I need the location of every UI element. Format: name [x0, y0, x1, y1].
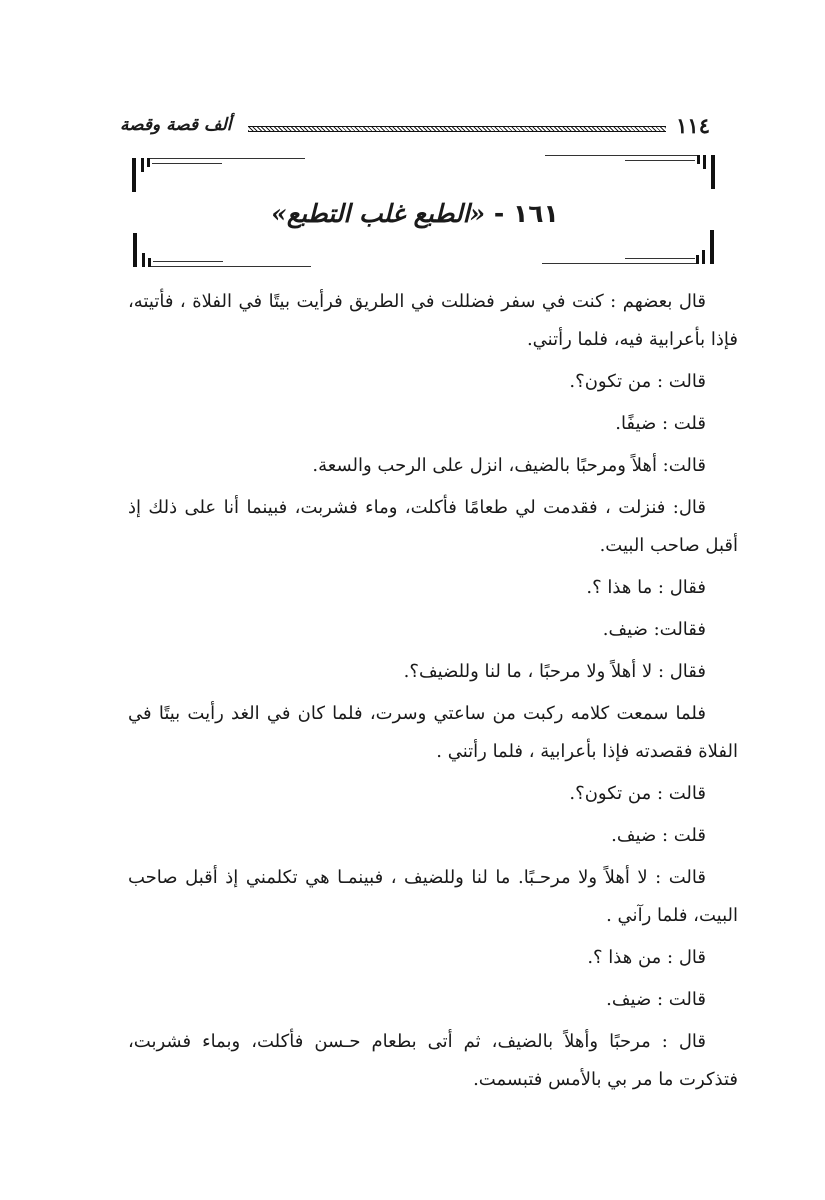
- paragraph: قال : من هذا ؟.: [587, 947, 706, 968]
- story-number: ١٦١ -: [493, 199, 559, 228]
- book-title: ألف قصة وقصة: [120, 115, 232, 135]
- story-title: [120, 199, 710, 228]
- paragraph: فلما سمعت كلامه ركبت من ساعتي وسرت، فلما كان في الغد رأيت بيتًا في الفلاة فقصدته فإذا بأعرابية ، فلما رأتني .: [128, 703, 738, 762]
- paragraph: قالت : من تكون؟.: [569, 783, 706, 804]
- paragraph: قال بعضهم : كنت في سفر فضللت في الطريق فرأيت بيتًا في الفلاة ، فأتيته، فإذا بأعرابية فيه، فلما رأتني.: [128, 291, 738, 350]
- paragraph: قالت: أهلاً ومرحبًا بالضيف، انزل على الرحب والسعة.: [312, 455, 706, 476]
- story-body: [128, 283, 738, 1103]
- paragraph: فقال : ما هذا ؟.: [586, 577, 706, 598]
- paragraph: قال: فنزلت ، فقدمت لي طعامًا فأكلت، وماء فشربت، فبينما أنا على ذلك إذ أقبل صاحب البيت.: [128, 497, 738, 556]
- paragraph: قالت : لا أهلاً ولا مرحـبًا. ما لنا وللضيف ، فبينمـا هي تكلمني إذ أقبل صاحب البيت، فلما رآني .: [128, 867, 738, 926]
- page-number: ١١٤: [676, 113, 710, 138]
- paragraph: قالت : ضيف.: [606, 989, 706, 1010]
- paragraph: فقال : لا أهلاً ولا مرحبًا ، ما لنا وللضيف؟.: [403, 661, 706, 682]
- paragraph: قالت : من تكون؟.: [569, 371, 706, 392]
- story-name: «الطبع غلب التطبع»: [271, 199, 486, 228]
- paragraph: قلت : ضيف.: [611, 825, 706, 846]
- running-header: [120, 113, 710, 143]
- paragraph: فقالت: ضيف.: [602, 619, 706, 640]
- header-rule: [248, 126, 666, 132]
- paragraph: قال : مرحبًا وأهلاً بالضيف، ثم أتى بطعام حـسن فأكلت، وبماء فشربت، فتذكرت ما مر بي بالأمس فتبسمت.: [128, 1031, 738, 1090]
- paragraph: قلت : ضيفًا.: [615, 413, 706, 434]
